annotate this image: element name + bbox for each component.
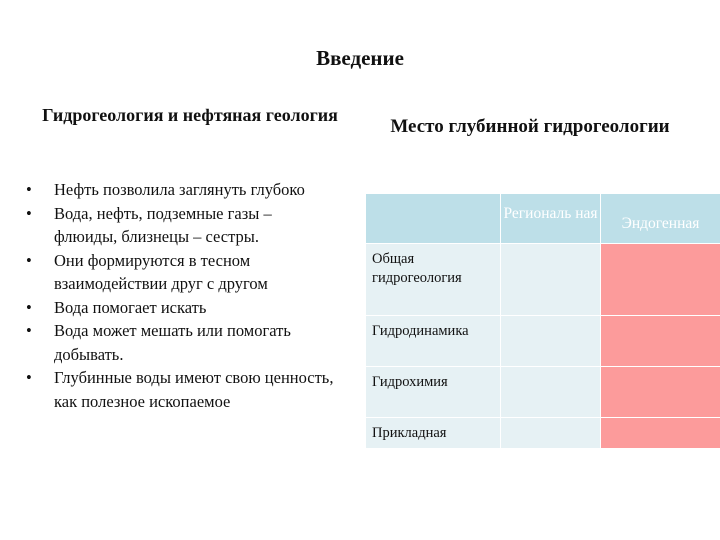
- table-cell-endogenous: [601, 316, 720, 366]
- table-row-label: Прикладная: [366, 418, 500, 448]
- bullet-icon: •: [26, 321, 32, 340]
- bullet-icon: •: [26, 203, 32, 223]
- bullet-icon: •: [26, 250, 32, 270]
- bullet-item: [26, 366, 336, 413]
- bullet-text: Вода может мешать или помогать добывать.: [54, 321, 291, 364]
- bullet-item: [26, 249, 336, 296]
- bullet-list: [26, 178, 336, 413]
- bullet-text: Нефть позволила заглянуть глубоко: [54, 180, 305, 199]
- table-cell: [501, 316, 600, 366]
- table-cell-endogenous: [601, 367, 720, 417]
- table-cell: [501, 418, 600, 448]
- slide-title: Введение: [316, 46, 404, 70]
- bullet-item: [26, 202, 336, 249]
- bullet-item: [26, 296, 336, 320]
- table-row-label: Гидродинамика: [366, 316, 500, 366]
- bullet-icon: •: [26, 368, 32, 387]
- bullet-text: Вода, нефть, подземные газы – флюиды, близнецы – сестры.: [54, 203, 272, 246]
- right-heading: Место глубинной гидрогеологии: [390, 116, 670, 137]
- table-header-cell: [366, 194, 500, 243]
- table-cell: [501, 367, 600, 417]
- column-header-endogenous: Эндогенная: [621, 215, 700, 232]
- table-row-label: Гидрохимия: [366, 367, 500, 417]
- bullet-text: Они формируются в тесном взаимодействии друг с другом: [54, 250, 268, 293]
- bullet-text: Вода помогает искать: [54, 297, 207, 317]
- table-cell: [501, 244, 600, 315]
- table-row-label: Общая гидрогеология: [366, 244, 500, 315]
- table-cell-endogenous: [601, 418, 720, 448]
- bullet-item: [26, 319, 336, 366]
- bullet-icon: •: [26, 180, 32, 199]
- column-header-regional: Региональ ная: [503, 205, 598, 222]
- hydrogeology-table: [366, 194, 720, 448]
- left-heading: Гидрогеология и нефтяная геология: [42, 105, 338, 125]
- table-cell-endogenous: [601, 244, 720, 315]
- bullet-item: [26, 178, 336, 202]
- bullet-icon: •: [26, 297, 32, 317]
- bullet-text: Глубинные воды имеют свою ценность, как полезное ископаемое: [54, 368, 334, 411]
